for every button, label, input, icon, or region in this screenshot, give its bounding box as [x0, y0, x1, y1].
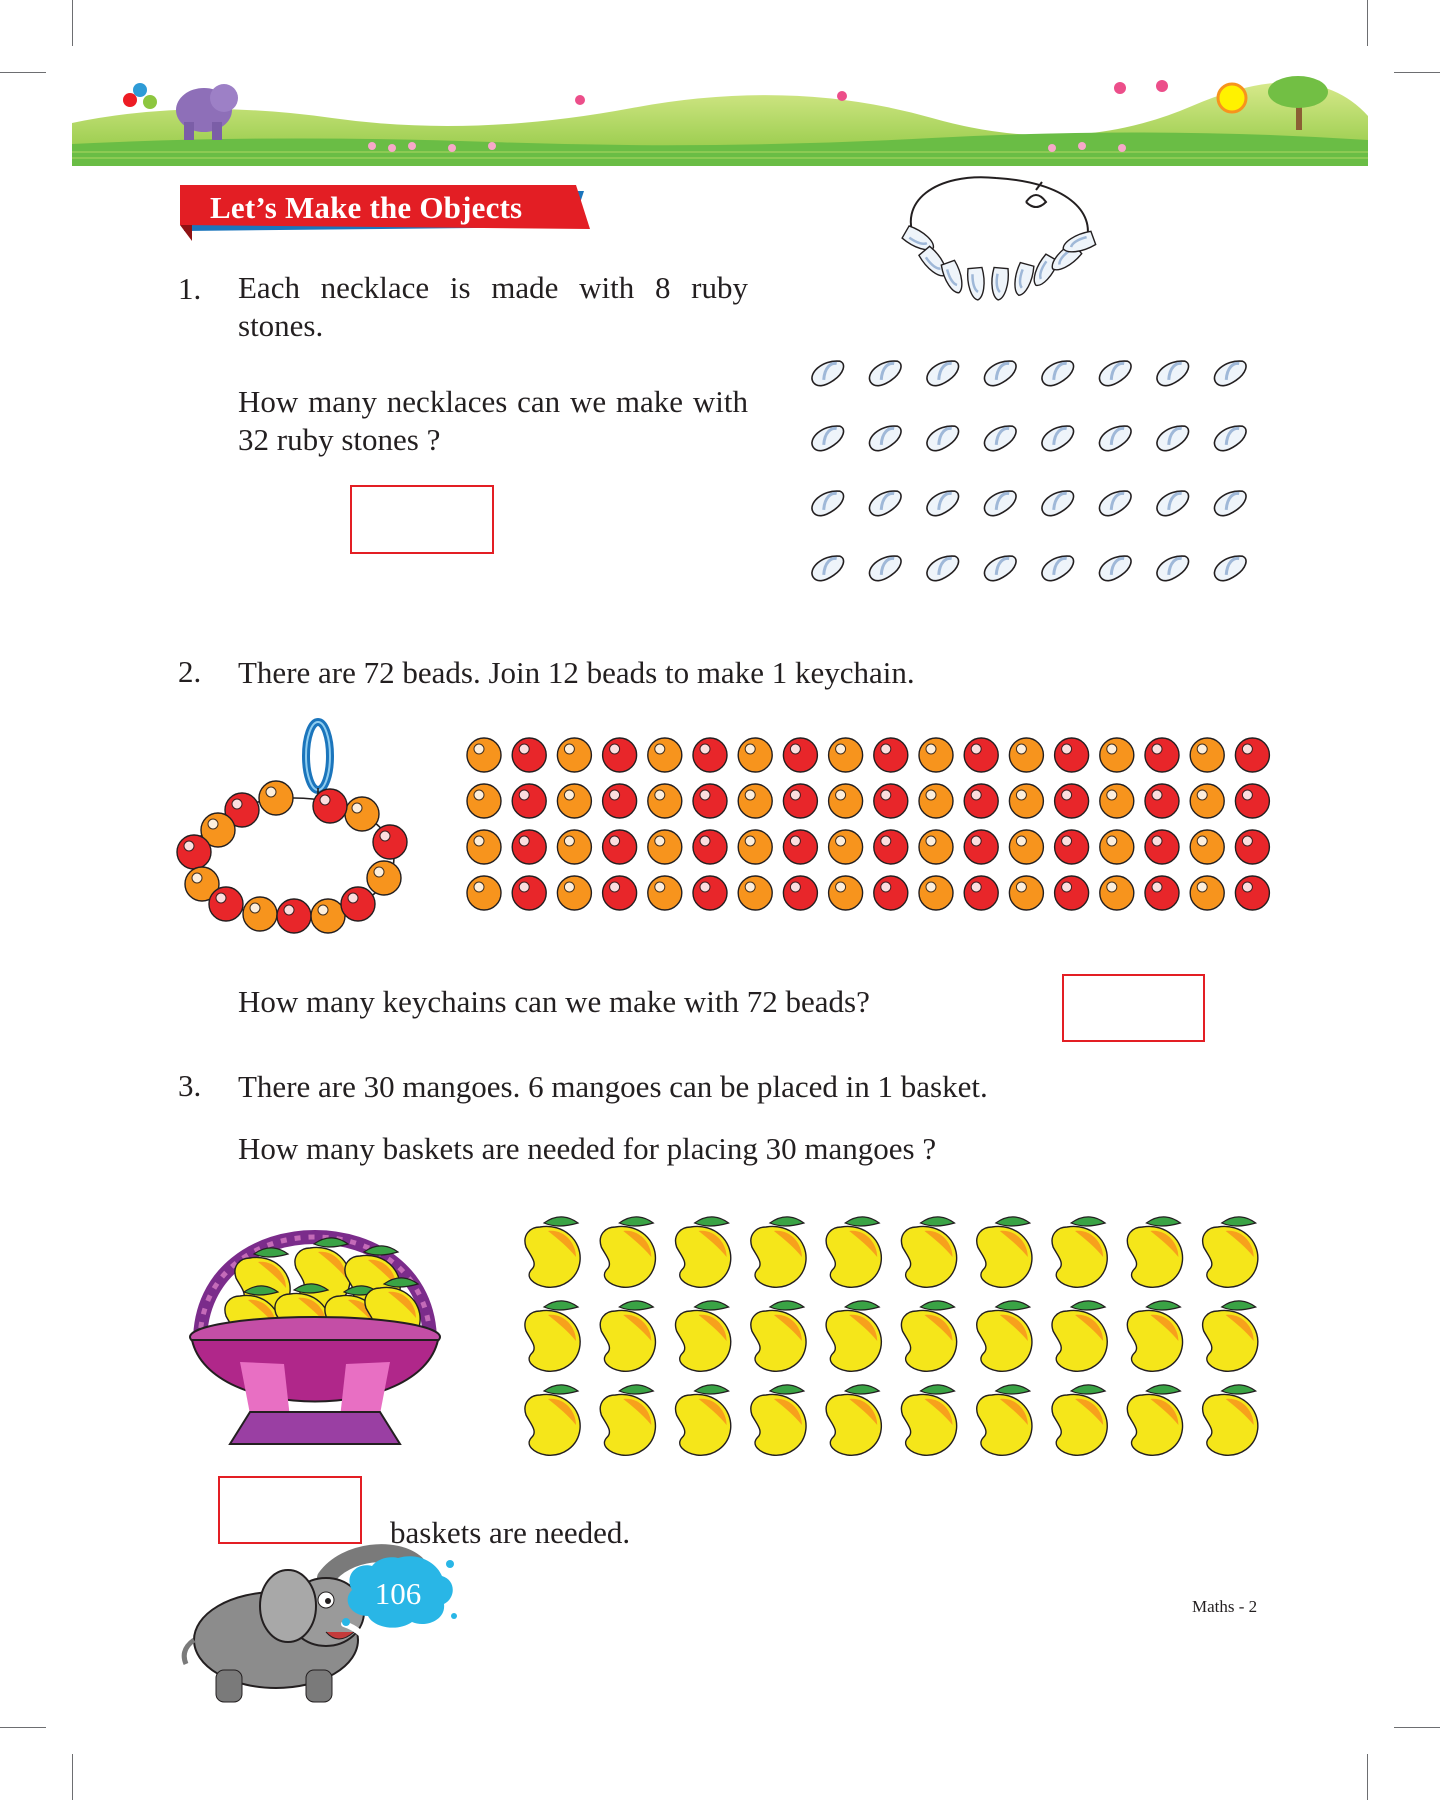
keychain-bead	[277, 899, 311, 933]
page-number: 106	[374, 1576, 422, 1611]
ruby-stone	[1095, 420, 1135, 456]
bead	[829, 784, 863, 818]
crop-mark	[1394, 1727, 1440, 1728]
ruby-stone	[980, 485, 1020, 521]
question-3-question: How many baskets are needed for placing 30 mangoes ?	[238, 1131, 937, 1166]
keychain-bead	[345, 797, 379, 831]
ruby-stone	[808, 550, 848, 586]
ruby-stone	[980, 550, 1020, 586]
crop-mark	[0, 1727, 46, 1728]
bead	[693, 830, 727, 864]
bead	[603, 876, 637, 910]
mango	[751, 1301, 806, 1371]
ruby-stone	[865, 485, 905, 521]
ruby-stone	[1095, 485, 1135, 521]
ruby-stone	[1038, 485, 1078, 521]
bead	[557, 784, 591, 818]
bead	[1009, 784, 1043, 818]
bead	[1100, 738, 1134, 772]
keychain-illustration	[172, 718, 432, 948]
necklace-illustration	[876, 172, 1116, 322]
necklace-stone	[990, 267, 1009, 300]
bead	[1145, 738, 1179, 772]
bead	[964, 784, 998, 818]
header-landscape-banner	[72, 78, 1368, 166]
mango	[826, 1301, 881, 1371]
mango	[751, 1217, 806, 1287]
footer-subject-label: Maths - 2	[1192, 1597, 1258, 1616]
ruby-stone	[1095, 550, 1135, 586]
ruby-stone	[1038, 355, 1078, 391]
bead	[919, 876, 953, 910]
ruby-stone	[808, 485, 848, 521]
mango	[525, 1301, 580, 1371]
keychain-bead	[209, 887, 243, 921]
question-2-number: 2.	[178, 654, 202, 689]
bead	[1235, 830, 1269, 864]
bead	[964, 738, 998, 772]
ruby-stone	[865, 420, 905, 456]
ruby-stone	[865, 550, 905, 586]
section-title: Let’s Make the Objects	[210, 190, 523, 225]
bead	[919, 830, 953, 864]
mango	[1052, 1385, 1107, 1455]
ruby-stone	[1038, 550, 1078, 586]
bead	[829, 738, 863, 772]
bead	[648, 784, 682, 818]
bead	[1100, 830, 1134, 864]
ruby-stone	[865, 355, 905, 391]
bead	[738, 876, 772, 910]
bead	[693, 738, 727, 772]
mango	[525, 1385, 580, 1455]
ruby-stones-grid	[806, 342, 1266, 582]
mango	[826, 1217, 881, 1287]
crop-mark	[1367, 1754, 1368, 1800]
mango	[977, 1385, 1032, 1455]
bead	[1100, 876, 1134, 910]
keychain-bead	[259, 781, 293, 815]
ruby-stone	[1153, 355, 1193, 391]
mango	[977, 1217, 1032, 1287]
bead	[1190, 738, 1224, 772]
bead	[512, 830, 546, 864]
ruby-stone	[1038, 420, 1078, 456]
crop-mark	[1367, 0, 1368, 46]
mango	[977, 1301, 1032, 1371]
mangoes-grid	[516, 1205, 1296, 1475]
mango-basket-illustration	[180, 1192, 450, 1462]
bead	[964, 830, 998, 864]
mango	[1127, 1301, 1182, 1371]
bead	[964, 876, 998, 910]
mango	[676, 1217, 731, 1287]
bead	[467, 738, 501, 772]
bead	[738, 830, 772, 864]
mango	[600, 1385, 655, 1455]
bead	[783, 784, 817, 818]
bead	[829, 876, 863, 910]
question-1-question: How many necklaces can we make with 32 ruby stones ?	[238, 384, 748, 457]
ruby-stone	[1095, 355, 1135, 391]
keychain-bead	[341, 887, 375, 921]
bead	[603, 738, 637, 772]
ruby-stone	[923, 355, 963, 391]
bead	[1235, 738, 1269, 772]
bead	[919, 738, 953, 772]
ruby-stone	[980, 420, 1020, 456]
bead	[467, 784, 501, 818]
bead	[557, 830, 591, 864]
necklace-stone	[967, 267, 986, 300]
mango	[1203, 1301, 1258, 1371]
bead	[1190, 784, 1224, 818]
ruby-stone	[808, 420, 848, 456]
mango	[751, 1385, 806, 1455]
question-3-statement: There are 30 mangoes. 6 mangoes can be placed in 1 basket.	[238, 1069, 988, 1104]
bead	[648, 830, 682, 864]
bead	[829, 830, 863, 864]
bead	[783, 830, 817, 864]
ruby-stone	[1210, 485, 1250, 521]
bead	[1009, 830, 1043, 864]
bead	[783, 876, 817, 910]
bead	[919, 784, 953, 818]
bead	[1055, 830, 1089, 864]
crop-mark	[72, 0, 73, 46]
question-3-number: 3.	[178, 1068, 202, 1103]
keychain-bead	[313, 789, 347, 823]
ruby-stone	[923, 550, 963, 586]
ruby-stone	[980, 355, 1020, 391]
mango	[525, 1217, 580, 1287]
bead	[512, 784, 546, 818]
keychain-bead	[243, 897, 277, 931]
mango	[1127, 1385, 1182, 1455]
bead	[1100, 784, 1134, 818]
question-3-answer-box[interactable]	[218, 1476, 362, 1544]
necklace-stone	[1011, 262, 1035, 297]
mango	[600, 1301, 655, 1371]
bead	[557, 738, 591, 772]
bead	[874, 784, 908, 818]
mango	[676, 1301, 731, 1371]
ruby-stone	[1210, 355, 1250, 391]
question-3-answer-suffix: baskets are needed.	[390, 1515, 631, 1550]
bead	[1145, 876, 1179, 910]
mango	[1052, 1217, 1107, 1287]
bead	[467, 830, 501, 864]
bead	[693, 784, 727, 818]
bead	[467, 876, 501, 910]
ruby-stone	[1153, 485, 1193, 521]
keychain-bead	[177, 835, 211, 869]
mango	[901, 1217, 956, 1287]
question-2-statement: There are 72 beads. Join 12 beads to make 1 keychain.	[238, 655, 915, 690]
bead	[1009, 876, 1043, 910]
mango	[901, 1385, 956, 1455]
bead	[603, 830, 637, 864]
question-2-question: How many keychains can we make with 72 beads?	[238, 984, 870, 1019]
bead	[738, 784, 772, 818]
question-1-answer-box[interactable]	[350, 485, 494, 554]
keychain-bead	[367, 861, 401, 895]
bead	[783, 738, 817, 772]
mango	[1052, 1301, 1107, 1371]
bead	[693, 876, 727, 910]
bead	[1190, 876, 1224, 910]
mango	[1203, 1385, 1258, 1455]
bead	[1055, 876, 1089, 910]
bead	[603, 784, 637, 818]
bead	[738, 738, 772, 772]
bead	[1009, 738, 1043, 772]
ruby-stone	[1210, 550, 1250, 586]
necklace-stone	[940, 260, 966, 296]
bead	[1190, 830, 1224, 864]
question-1-text: Each necklace is made with 8 ruby stones.	[238, 270, 748, 343]
bead	[1235, 784, 1269, 818]
ruby-stone	[1153, 550, 1193, 586]
ruby-stone	[923, 485, 963, 521]
crop-mark	[0, 72, 46, 73]
bead	[1145, 784, 1179, 818]
question-2-answer-box[interactable]	[1062, 974, 1205, 1042]
bead	[1055, 738, 1089, 772]
bead	[874, 738, 908, 772]
mango	[1203, 1217, 1258, 1287]
bead	[874, 830, 908, 864]
bead	[648, 738, 682, 772]
ruby-stone	[923, 420, 963, 456]
mango	[676, 1385, 731, 1455]
beads-grid	[460, 728, 1280, 928]
bead	[1145, 830, 1179, 864]
keychain-bead	[311, 899, 345, 933]
bead	[648, 876, 682, 910]
crop-mark	[72, 1754, 73, 1800]
keychain-bead	[373, 825, 407, 859]
question-1-number: 1.	[178, 271, 202, 306]
mango	[600, 1217, 655, 1287]
bead	[557, 876, 591, 910]
bead	[1235, 876, 1269, 910]
bead	[874, 876, 908, 910]
mango	[826, 1385, 881, 1455]
ruby-stone	[808, 355, 848, 391]
mango	[1127, 1217, 1182, 1287]
bead	[1055, 784, 1089, 818]
bead	[512, 876, 546, 910]
ruby-stone	[1153, 420, 1193, 456]
bead	[512, 738, 546, 772]
mango	[901, 1301, 956, 1371]
ruby-stone	[1210, 420, 1250, 456]
crop-mark	[1394, 72, 1440, 73]
